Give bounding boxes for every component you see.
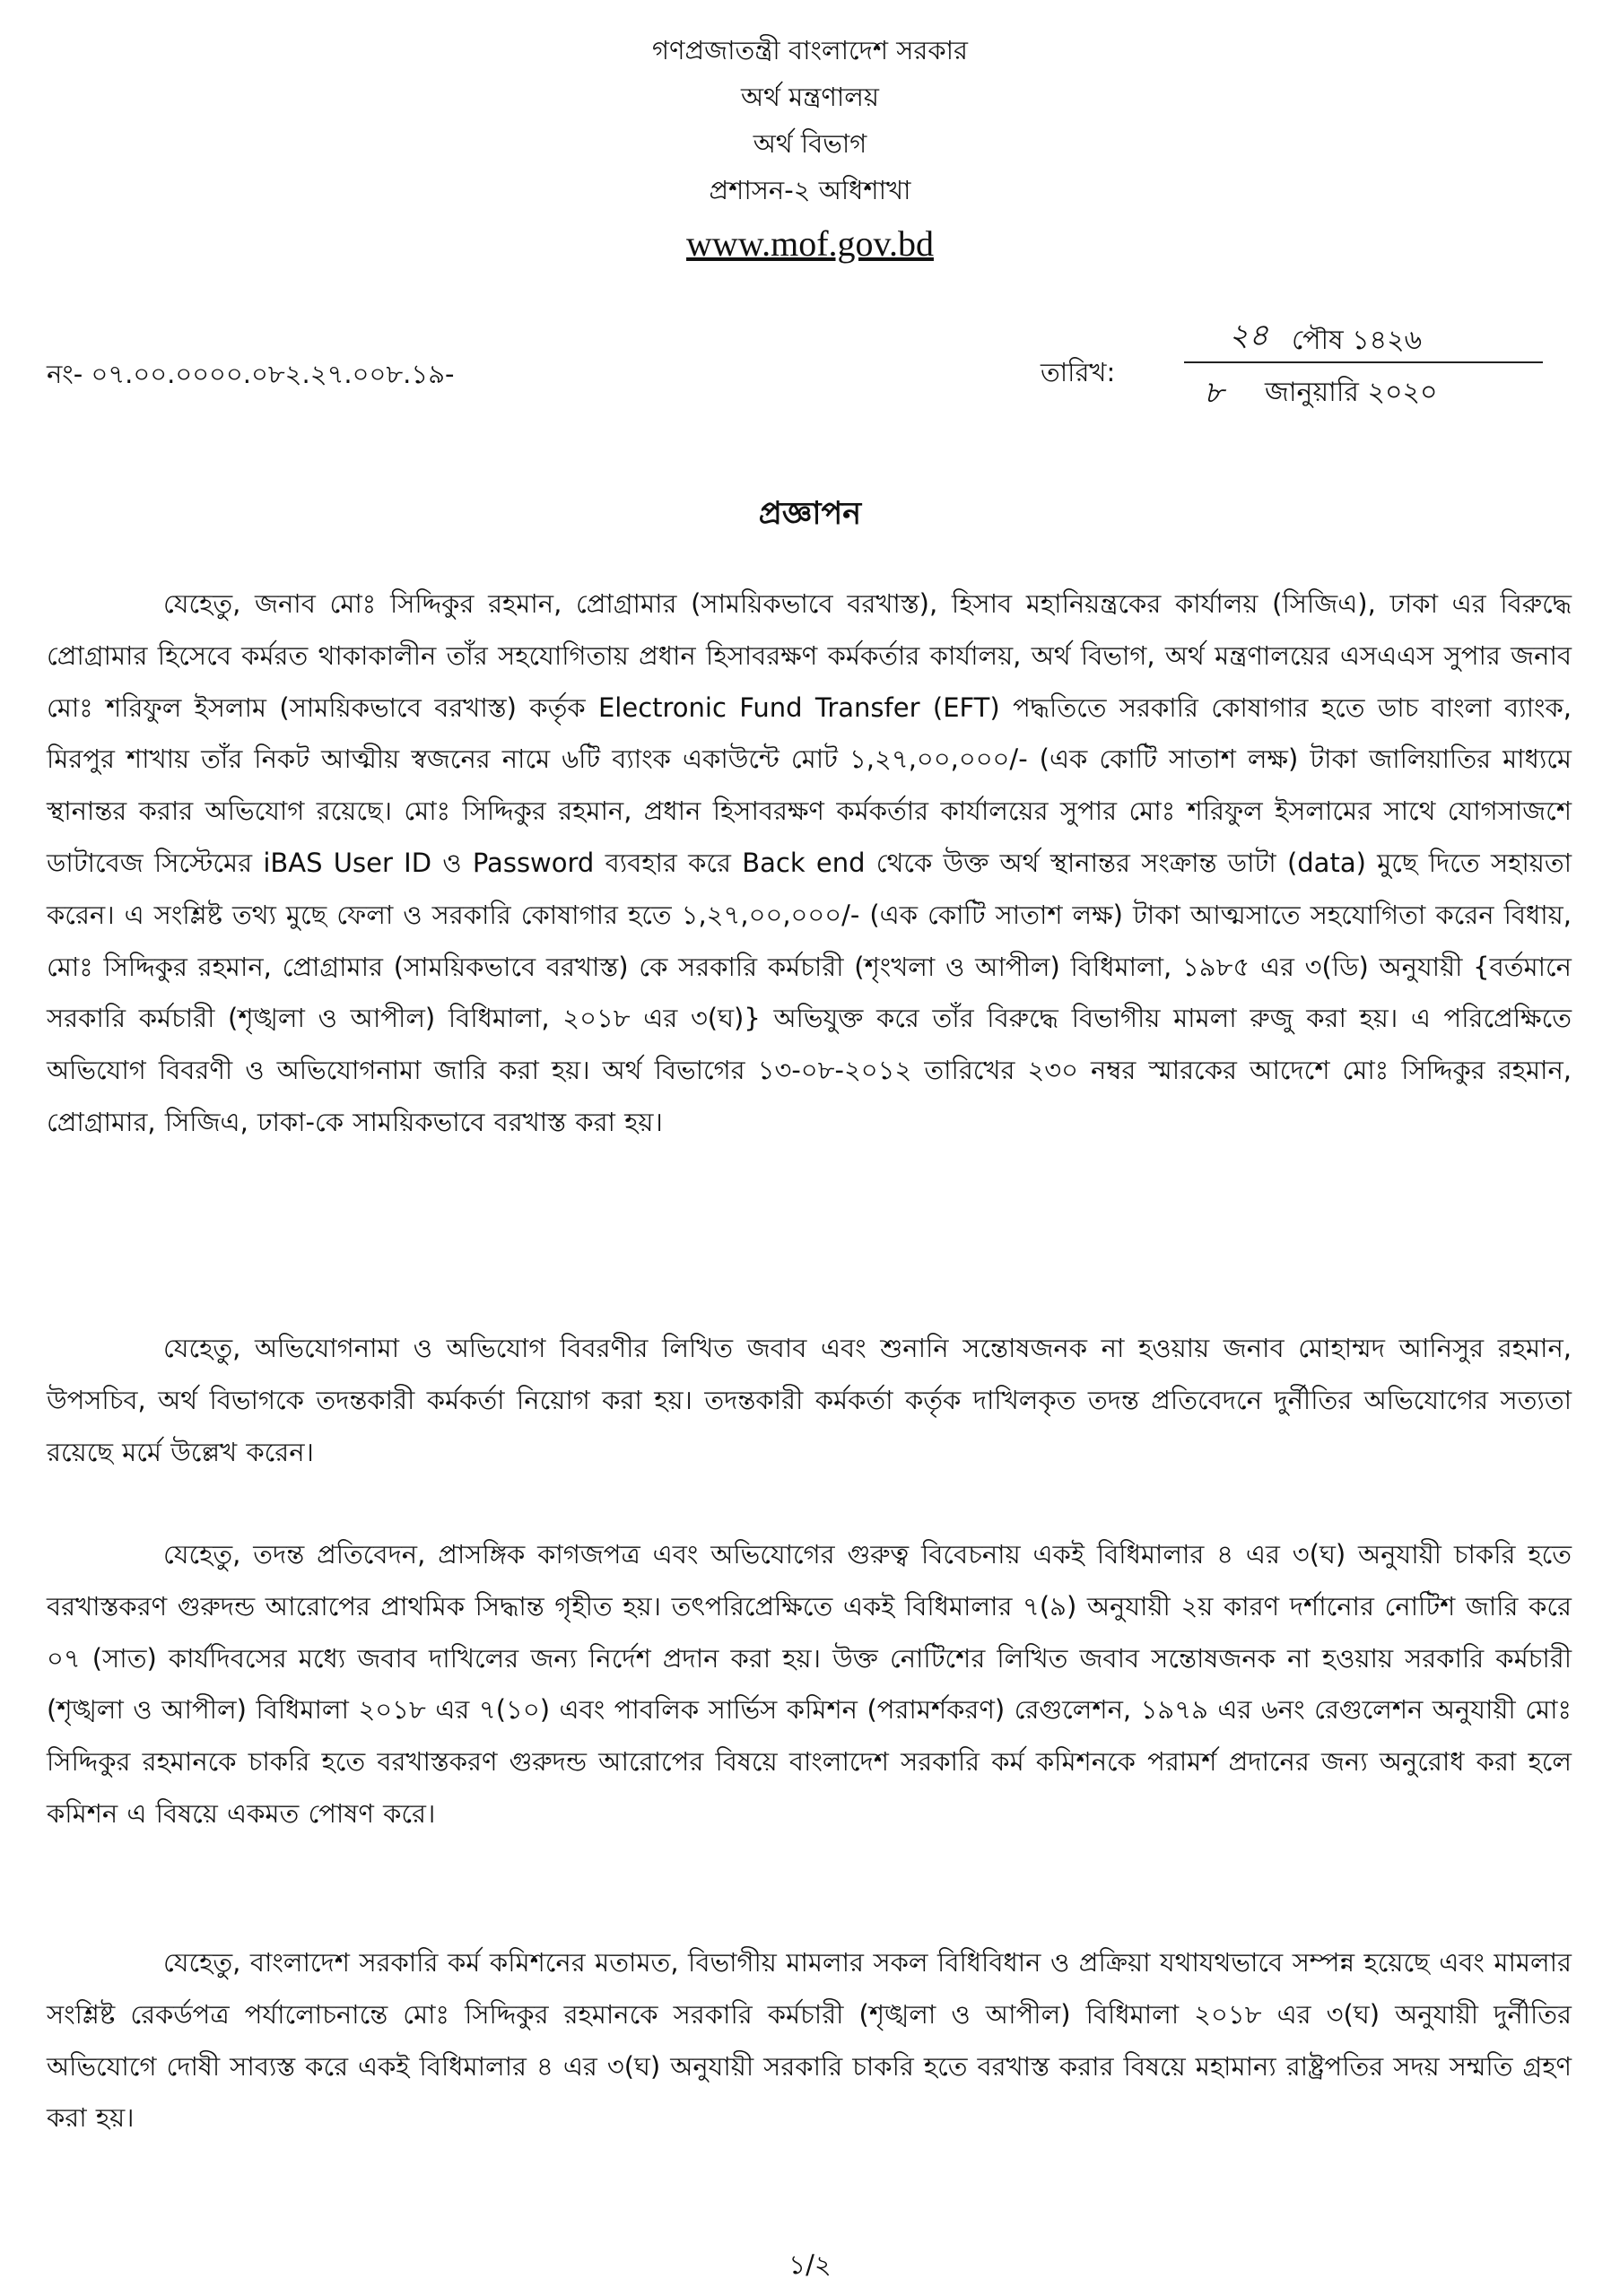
letterhead — [0, 27, 1620, 273]
memo-number: নং- ০৭.০০.০০০০.০৮২.২৭.০০৮.১৯- — [47, 359, 455, 389]
date-english: জানুয়ারি ২০২০ — [1265, 377, 1438, 408]
paragraph-2: যেহেতু, অভিযোগনামা ও অভিযোগ বিবরণীর লিখিত জবাব এবং শুনানি সন্তোষজনক না হওয়ায় জনাব মোহাম্মদ আনিসুর রহমান, উপসচিব, অর্থ বিভাগকে তদন্তকারী কর্মকর্তা নিয়োগ করা হয়। তদন্তকারী কর্মকর্তা কর্তৃক দাখিলকৃত তদন্ত প্রতিবেদনে দুর্নীতির অভিযোগের সত্যতা রয়েছে মর্মে উল্লেখ করেন। — [47, 1333, 1572, 1467]
government-name: গণপ্রজাতন্ত্রী বাংলাদেশ সরকার — [651, 35, 969, 65]
website-link[interactable]: www.mof.gov.bd — [686, 223, 934, 264]
paragraph-3: যেহেতু, তদন্ত প্রতিবেদন, প্রাসঙ্গিক কাগজপত্র এবং অভিযোগের গুরুত্ব বিবেচনায় একই বিধিমালার ৪ এর ৩(ঘ) অনুযায়ী চাকরি হতে বরখাস্তকরণ গুরুদন্ড আরোপের প্রাথমিক সিদ্ধান্ত গৃহীত হয়। তৎপরিপ্রেক্ষিতে একই বিধিমালার ৭(৯) অনুযায়ী ২য় কারণ দর্শানোর নোটিশ জারি করে ০৭ (সাত) কার্যদিবসের মধ্যে জবাব দাখিলের জন্য নির্দেশ প্রদান করা হয়। উক্ত নোটিশের লিখিত জবাব সন্তোষজনক না হওয়ায় সরকারি কর্মচারী (শৃঙ্খলা ও আপীল) বিধিমালা ২০১৮ এর ৭(১০) এবং পাবলিক সার্ভিস কমিশন (পরামর্শকরণ) রেগুলেশন, ১৯৭৯ এর ৬নং রেগুলেশন অনুযায়ী মোঃ সিদ্দিকুর রহমানকে চাকরি হতে বরখাস্তকরণ গুরুদন্ড আরোপের বিষয়ে বাংলাদেশ সরকারি কর্ম কমিশনকে পরামর্শ প্রদানের জন্য অনুরোধ করা হলে কমিশন এ বিষয়ে একমত পোষণ করে। — [47, 1539, 1572, 1829]
division-name: অর্থ বিভাগ — [753, 128, 867, 159]
document-title: প্রজ্ঞাপন — [758, 496, 862, 532]
page-number: ১/২ — [788, 2249, 832, 2280]
paragraph-1: যেহেতু, জনাব মোঃ সিদ্দিকুর রহমান, প্রোগ্রামার (সাময়িকভাবে বরখাস্ত), হিসাব মহানিয়ন্ত্রকের কার্যালয় (সিজিএ), ঢাকা এর বিরুদ্ধে প্রোগ্রামার হিসেবে কর্মরত থাকাকালীন তাঁর সহযোগিতায় প্রধান হিসাবরক্ষণ কর্মকর্তার কার্যালয়, অর্থ বিভাগ, অর্থ মন্ত্রণালয়ের এসএএস সুপার জনাব মোঃ শরিফুল ইসলাম (সাময়িকভাবে বরখাস্ত) কর্তৃক Electronic Fund Transfer (EFT) পদ্ধতিতে সরকারি কোষাগার হতে ডাচ বাংলা ব্যাংক, মিরপুর শাখায় তাঁর নিকট আত্মীয় স্বজনের নামে ৬টি ব্যাংক একাউন্টে মোট ১,২৭,০০,০০০/- (এক কোটি সাতাশ লক্ষ) টাকা জালিয়াতির মাধ্যমে স্থানান্তর করার অভিযোগ রয়েছে। মোঃ সিদ্দিকুর রহমান, প্রধান হিসাবরক্ষণ কর্মকর্তার কার্যালয়ের সুপার মোঃ শরিফুল ইসলামের সাথে যোগসাজশে ডাটাবেজ সিস্টেমের iBAS User ID ও Password ব্যবহার করে Back end থেকে উক্ত অর্থ স্থানান্তর সংক্রান্ত ডাটা (data) মুছে দিতে সহায়তা করেন। এ সংশ্লিষ্ট তথ্য মুছে ফেলা ও সরকারি কোষাগার হতে ১,২৭,০০,০০০/- (এক কোটি সাতাশ লক্ষ) টাকা আত্মসাতে সহযোগিতা করেন বিধায়, মোঃ সিদ্দিকুর রহমান, প্রোগ্রামার (সাময়িকভাবে বরখাস্ত) কে সরকারি কর্মচারী (শৃংখলা ও আপীল) বিধিমালা, ১৯৮৫ এর ৩(ডি) অনুযায়ী {বর্তমানে সরকারি কর্মচারী (শৃঙ্খলা ও আপীল) বিধিমালা, ২০১৮ এর ৩(ঘ)} অভিযুক্ত করে তাঁর বিরুদ্ধে বিভাগীয় মামলা রুজু করা হয়। এ পরিপ্রেক্ষিতে অভিযোগ বিবরণী ও অভিযোগনামা জারি করা হয়। অর্থ বিভাগের ১৩-০৮-২০১২ তারিখের ২৩০ নম্বর স্মারকের আদেশে মোঃ সিদ্দিকুর রহমান, প্রোগ্রামার, সিজিএ, ঢাকা-কে সাময়িকভাবে বরখাস্ত করা হয়। — [47, 588, 1572, 1137]
wing-name: প্রশাসন-২ অধিশাখা — [709, 175, 911, 205]
date-english-handwritten: ৮ — [1204, 375, 1224, 411]
date-bengali: পৌষ ১৪২৬ — [1292, 325, 1423, 356]
date-label: তারিখ: — [1041, 357, 1116, 387]
date-bengali-handwritten: ২৪ — [1229, 317, 1269, 353]
date-english-line — [1184, 370, 1543, 415]
ministry-name: অর্থ মন্ত্রণালয় — [741, 82, 879, 112]
date-block — [1014, 318, 1552, 417]
date-bengali-line — [1184, 318, 1543, 363]
paragraph-4: যেহেতু, বাংলাদেশ সরকারি কর্ম কমিশনের মতামত, বিভাগীয় মামলার সকল বিধিবিধান ও প্রক্রিয়া যথাযথভাবে সম্পন্ন হয়েছে এবং মামলার সংশ্লিষ্ট রেকর্ডপত্র পর্যালোচনান্তে মোঃ সিদ্দিকুর রহমানকে সরকারি কর্মচারী (শৃঙ্খলা ও আপীল) বিধিমালা ২০১৮ এর ৩(ঘ) অনুযায়ী দুর্নীতির অভিযোগে দোষী সাব্যস্ত করে একই বিধিমালার ৪ এর ৩(ঘ) অনুযায়ী সরকারি চাকরি হতে বরখাস্ত করার বিষয়ে মহামান্য রাষ্ট্রপতির সদয় সম্মতি গ্রহণ করা হয়। — [47, 1947, 1572, 2134]
